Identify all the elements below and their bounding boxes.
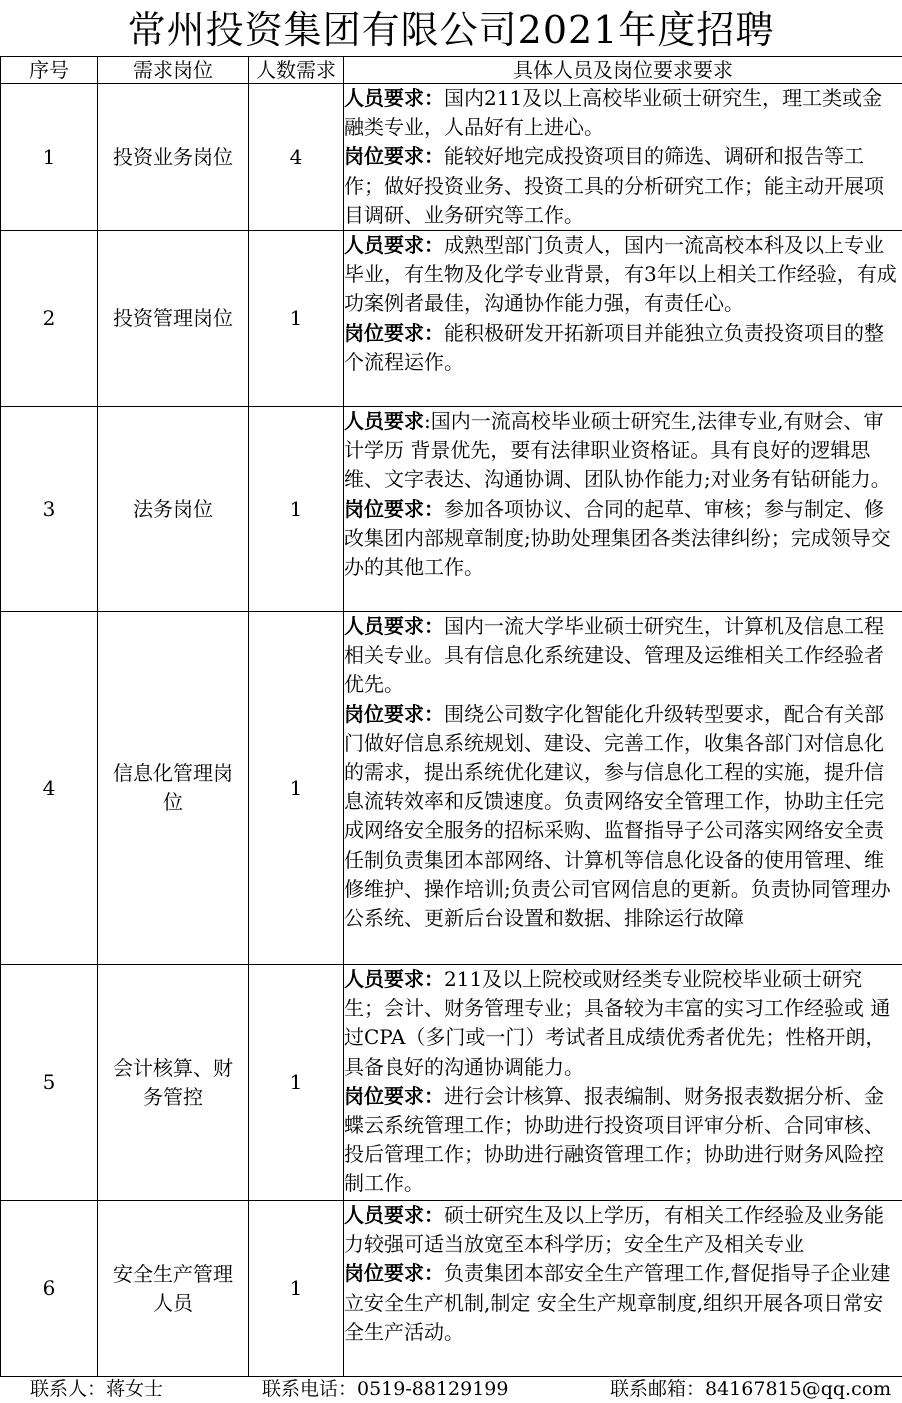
table-row [1,407,902,612]
person-text: :国内一流高校毕业硕士研究生,法律专业,有财会、审计学历 背景优先，要有法律职业资格证。具有良好的逻辑思维、文字表达、沟通协调、团队协作能力;对业务有钻研能力。 [344,409,891,491]
row-position: 法务岗位 [98,407,249,612]
row-position: 信息化管理岗位 [98,612,249,965]
person-text: 211及以上院校或财经类专业院校毕业硕士研究生；会计、财务管理专业；具备较为丰富的实习工作经验或 通过CPA（多门或一门）考试者且成绩优秀者优先；性格开朗，具备良好的沟通协调能力。 [344,967,890,1079]
table-row [1,84,902,231]
person-requirements [344,84,902,142]
row-requirements [344,231,902,407]
job-requirements [344,1259,902,1347]
table-row [1,612,902,965]
row-requirements [344,965,902,1201]
person-text: 国内一流大学毕业硕士研究生，计算机及信息工程相关专业。具有信息化系统建设、管理及运维相关工作经验者优先。 [344,614,884,696]
row-count: 1 [249,965,344,1201]
person-requirements [344,1201,902,1259]
job-text: 参加各项协议、合同的起草、审核；参与制定、修改集团内部规章制度;协助处理集团各类法律纠纷；完成领导交办的其他工作。 [344,497,891,579]
row-position: 会计核算、财务管控 [98,965,249,1201]
header-seq: 序号 [1,57,98,84]
contact-phone: 联系电话：0519-88129199 [262,1375,508,1403]
job-label: 岗位要求： [344,144,444,168]
row-requirements [344,612,902,965]
job-text: 进行会计核算、报表编制、财务报表数据分析、金蝶云系统管理工作；协助进行投资项目评审分析、合同审核、投后管理工作；协助进行融资管理工作；协助进行财务风险控制工作。 [344,1084,884,1196]
person-text: 国内211及以上高校毕业硕士研究生，理工类或金融类专业，人品好有上进心。 [344,86,882,139]
page-title: 常州投资集团有限公司2021年度招聘 [0,0,902,56]
header-requirements: 具体人员及岗位要求要求 [344,57,902,84]
table-row [1,231,902,407]
row-count: 1 [249,407,344,612]
row-position: 投资业务岗位 [98,84,249,231]
table-row [1,1201,902,1377]
job-requirements [344,142,902,230]
row-seq: 2 [1,231,98,407]
person-requirements [344,231,902,319]
person-requirements [344,965,902,1082]
header-count: 人数需求 [249,57,344,84]
row-position: 投资管理岗位 [98,231,249,407]
job-requirements [344,319,902,377]
contact-email: 联系邮箱：84167815@qq.com [610,1375,891,1403]
job-text: 负责集团本部安全生产管理工作,督促指导子企业建立安全生产机制,制定 安全生产规章制度,组织开展各项日常安全生产活动。 [344,1261,890,1343]
row-count: 1 [249,231,344,407]
person-requirements [344,612,902,700]
job-text: 能积极研发开拓新项目并能独立负责投资项目的整个流程运作。 [344,321,884,374]
person-label: 人员要求： [344,1203,444,1227]
person-text: 硕士研究生及以上学历，有相关工作经验及业务能力较强可适当放宽至本科学历；安全生产及相关专业 [344,1203,884,1256]
person-label: 人员要求： [344,233,444,257]
job-requirements [344,1082,902,1199]
row-requirements [344,1201,902,1377]
job-label: 岗位要求： [344,321,444,345]
row-seq: 4 [1,612,98,965]
row-count: 1 [249,612,344,965]
person-label: 人员要求： [344,86,444,110]
header-position: 需求岗位 [98,57,249,84]
row-seq: 3 [1,407,98,612]
table-header-row [1,57,902,84]
person-label: 人员要求： [344,967,444,991]
person-text: 成熟型部门负责人，国内一流高校本科及以上专业毕业，有生物及化学专业背景，有3年以上相关工作经验，有成功案例者最佳，沟通协作能力强，有责任心。 [344,233,897,315]
contact-person: 联系人：蒋女士 [30,1375,163,1403]
row-count: 1 [249,1201,344,1377]
job-label: 岗位要求： [344,497,444,521]
job-label: 岗位要求： [344,1084,444,1108]
job-label: 岗位要求： [344,1261,444,1285]
row-position: 安全生产管理人员 [98,1201,249,1377]
person-label: 人员要求： [344,614,444,638]
row-seq: 6 [1,1201,98,1377]
row-seq: 5 [1,965,98,1201]
job-label: 岗位要求： [344,702,444,726]
job-requirements [344,700,902,934]
job-requirements [344,495,902,583]
row-count: 4 [249,84,344,231]
person-label: 人员要求 [344,409,424,433]
row-requirements [344,407,902,612]
job-text: 能较好地完成投资项目的筛选、调研和报告等工作；做好投资业务、投资工具的分析研究工作；能主动开展项目调研、业务研究等工作。 [344,144,884,226]
job-text: 围绕公司数字化智能化升级转型要求，配合有关部门做好信息系统规划、建设、完善工作，收集各部门对信息化的需求，提出系统优化建议，参与信息化工程的实施，提升信息流转效率和反馈速度。负责网络安全管理工作，协助主任完成网络安全服务的招标采购、监督指导子公司落实网络安全责任制负责集团本部网络、计算机等信息化设备的使用管理、维修维护、操作培训;负责公司官网信息的更新。负责协同管理办公系统、更新后台设置和数据、排除运行故障 [344,702,891,930]
row-requirements [344,84,902,231]
row-seq: 1 [1,84,98,231]
person-requirements [344,407,902,495]
table-row [1,965,902,1201]
contact-footer [0,1375,902,1401]
recruitment-table [0,56,902,1377]
